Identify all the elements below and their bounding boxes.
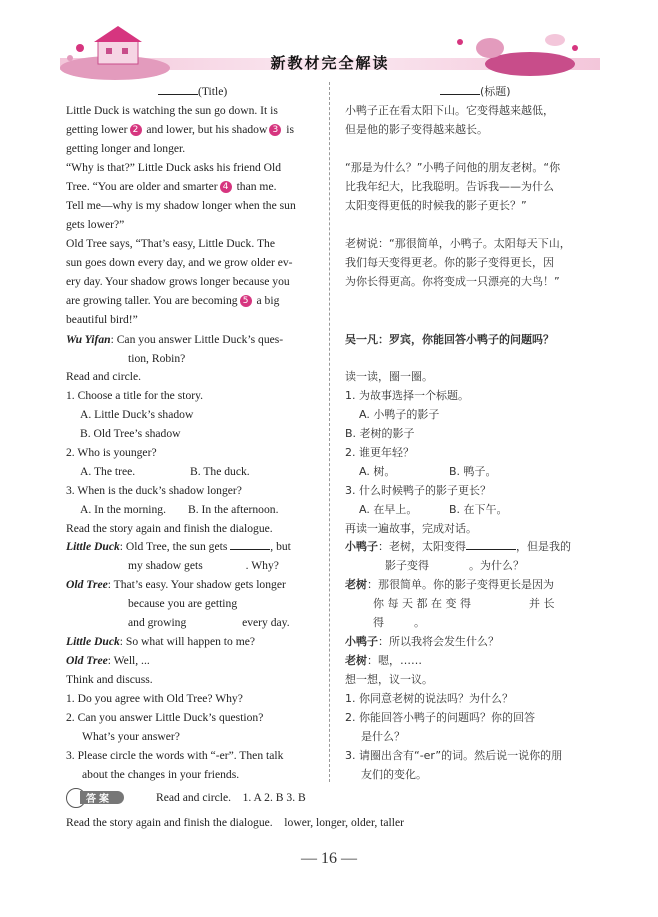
cn-paragraph-3: [345, 234, 571, 291]
cn-wu-yifan: [345, 330, 554, 349]
option-2b[interactable]: B. The duck.: [190, 465, 250, 478]
text-line: 我们每天变得更老。你的影子变得更长，因: [345, 256, 554, 269]
text-line: 比我年纪大，比我聪明。告诉我——为什么: [345, 180, 554, 193]
answer-label-1: Read and circle.: [156, 791, 231, 804]
discussion-1: 1. 你同意老树的说法吗？为什么？: [345, 692, 513, 705]
text: 得: [373, 616, 384, 629]
blank-cn-4[interactable]: [384, 615, 414, 626]
read-and-circle-section: [66, 367, 278, 538]
text: my shadow gets: [128, 559, 203, 572]
cn-dialogue: [345, 537, 571, 670]
answer-line-1: [156, 788, 306, 807]
discussion-3: 3. 请圈出含有“-er”的词。然后说一说你的朋: [345, 749, 563, 762]
section-heading: 想一想，议一议。: [345, 673, 433, 686]
blank-1[interactable]: [230, 538, 270, 550]
header-title: 新教材完全解读: [270, 54, 390, 72]
discussion-1: 1. Do you agree with Old Tree? Why?: [66, 692, 243, 705]
text: ：所以我将会发生什么？: [378, 635, 499, 648]
text: : Can you answer Little Duck’s ques-: [110, 333, 284, 346]
blank-cn-2[interactable]: [429, 558, 469, 569]
section-heading: Think and discuss.: [66, 673, 153, 686]
answer-values-2: lower, longer, older, taller: [284, 816, 404, 829]
section-heading: 再读一遍故事，完成对话。: [345, 522, 477, 535]
text-line: Tell me—why is my shadow longer when the sun: [66, 199, 296, 212]
text-line: “那是为什么？”小鸭子问他的朋友老树。“你: [345, 161, 561, 174]
question-3: 3. When is the duck’s shadow longer?: [66, 484, 242, 497]
option-1b[interactable]: B. Old Tree’s shadow: [80, 427, 181, 440]
text-line: [66, 177, 296, 196]
text: are growing taller. You are becoming: [66, 294, 238, 307]
speaker-old-tree-cn: 老树: [345, 578, 367, 591]
header-banner: [60, 18, 600, 82]
option-1a[interactable]: A. 小鸭子的影子: [359, 408, 440, 421]
text-line: 为你长得更高。你将变成一只漂亮的大鸟！”: [345, 275, 560, 288]
text-line: 太阳变得更低的时候我的影子更长？”: [345, 199, 527, 212]
discussion-2b: 是什么？: [361, 730, 405, 743]
cn-paragraph-1: [345, 101, 554, 139]
text-line: getting longer and longer.: [66, 142, 186, 155]
text-line: ery day. Your shadow grows longer because you: [66, 275, 290, 288]
question-2: 2. Who is younger?: [66, 446, 157, 459]
marker-5: 5: [240, 295, 252, 307]
dialogue-left: [66, 537, 291, 670]
discussion-2: 2. 你能回答小鸭子的问题吗？你的回答: [345, 711, 535, 724]
text-line: 但是他的影子变得越来越长。: [345, 123, 488, 136]
text-line: sun goes down every day, and we grow older ev-: [66, 256, 293, 269]
cn-read-circle-section: [345, 367, 508, 538]
speaker-old-tree: Old Tree: [66, 578, 108, 591]
text: . Why?: [245, 559, 279, 572]
title-label: (标题): [480, 85, 511, 98]
discussion-2b: What’s your answer?: [82, 730, 180, 743]
marker-3: 3: [269, 124, 281, 136]
text: ：老树，太阳变得: [378, 540, 466, 553]
text: 并 长: [528, 597, 555, 610]
text: : Old Tree, the sun gets: [119, 540, 228, 553]
story-paragraph-1: [66, 101, 294, 158]
answer-line-2: [66, 813, 404, 832]
text-line: Little Duck is watching the sun go down. It is: [66, 104, 278, 117]
cn-think-section: [345, 670, 562, 784]
option-3b[interactable]: B. 在下午。: [449, 503, 508, 516]
speaker-little-duck-cn: 小鸭子: [345, 540, 378, 553]
text: and growing: [128, 616, 187, 629]
text-line: [66, 291, 293, 310]
marker-2: 2: [130, 124, 142, 136]
option-2a[interactable]: A. 树。: [359, 465, 396, 478]
text: : Well, ...: [107, 654, 150, 667]
discussion-3b: 友们的变化。: [361, 768, 427, 781]
option-1b[interactable]: B. 老树的影子: [345, 427, 415, 440]
blank-2[interactable]: [206, 558, 246, 569]
speaker-little-duck: Little Duck: [66, 540, 120, 553]
text: getting lower: [66, 123, 128, 136]
text-line: 老树说：“那很简单，小鸭子。太阳每天下山，: [345, 237, 571, 250]
right-title-line: [440, 82, 511, 101]
text: is: [286, 123, 294, 136]
text: , but: [270, 540, 291, 553]
text: than me.: [236, 180, 277, 193]
story-paragraph-3: [66, 234, 293, 329]
speaker-little-duck-cn: 小鸭子: [345, 635, 378, 648]
blank-cn-1[interactable]: [466, 538, 516, 550]
discussion-3: 3. Please circle the words with “-er”. Then talk: [66, 749, 284, 762]
question-3: 3. 什么时候鸭子的影子更长？: [345, 484, 491, 497]
marker-4: 4: [220, 181, 232, 193]
option-2b[interactable]: B. 鸭子。: [449, 465, 497, 478]
text: and lower, but his shadow: [146, 123, 268, 136]
text-line: [66, 120, 294, 139]
text-line: tion, Robin?: [128, 352, 186, 365]
section-heading: 读一读，圈一圈。: [345, 370, 433, 383]
discussion-2: 2. Can you answer Little Duck’s question?: [66, 711, 264, 724]
speaker-wu-yifan: Wu Yifan: [66, 333, 111, 346]
section-heading: Read the story again and finish the dialogue.: [66, 522, 273, 535]
text-line: 小鸭子正在看太阳下山。它变得越来越低，: [345, 104, 554, 117]
text: 。: [414, 616, 425, 629]
wu-yifan-question: [66, 330, 283, 368]
text-line: beautiful bird!”: [66, 313, 138, 326]
text-line: gets lower?”: [66, 218, 125, 231]
title-blank-cn[interactable]: [440, 83, 480, 95]
speaker-old-tree-cn: 老树: [345, 654, 367, 667]
page-number: — 16 —: [301, 850, 357, 867]
option-3b[interactable]: B. In the afternoon.: [188, 503, 279, 516]
text: every day.: [242, 616, 290, 629]
text: ，但是我的: [516, 540, 571, 553]
answer-label: 答案: [86, 794, 112, 805]
question-2: 2. 谁更年轻？: [345, 446, 414, 459]
answer-badge: [66, 788, 128, 806]
section-heading: Read and circle.: [66, 370, 141, 383]
speaker-little-duck: Little Duck: [66, 635, 120, 648]
option-1a[interactable]: A. Little Duck’s shadow: [80, 408, 194, 421]
question-1: 1. Choose a title for the story.: [66, 389, 204, 402]
question-1: 1. 为故事选择一个标题。: [345, 389, 469, 402]
text: 。为什么？: [469, 559, 524, 572]
column-divider: [329, 82, 330, 782]
text-line: Old Tree says, “That’s easy, Little Duck. The: [66, 237, 275, 250]
discussion-3b: about the changes in your friends.: [82, 768, 240, 781]
title-label: (Title): [198, 85, 228, 98]
text-line: “Why is that?” Little Duck asks his friend Old: [66, 161, 282, 174]
text: Tree. “You are older and smarter: [66, 180, 218, 193]
answer-values-1: 1. A 2. B 3. B: [242, 791, 306, 804]
option-3a[interactable]: A. In the morning.: [80, 503, 166, 516]
text-line: because you are getting: [128, 597, 238, 610]
title-blank[interactable]: [158, 83, 198, 95]
answer-label-2: Read the story again and finish the dialogue.: [66, 816, 273, 829]
text: : That’s easy. Your shadow gets longer: [107, 578, 286, 591]
story-paragraph-2: [66, 158, 296, 234]
text: a big: [256, 294, 280, 307]
option-2a[interactable]: A. The tree.: [80, 465, 136, 478]
think-section: [66, 670, 283, 784]
text: ：那很简单。你的影子变得更长是因为: [367, 578, 554, 591]
blank-4[interactable]: [189, 615, 239, 626]
speaker-old-tree: Old Tree: [66, 654, 108, 667]
text: ：嗯，……: [367, 654, 422, 667]
blank-cn-3[interactable]: [471, 596, 529, 607]
left-title-line: [158, 82, 227, 101]
text: : So what will happen to me?: [119, 635, 256, 648]
option-3a[interactable]: A. 在早上。: [359, 503, 418, 516]
text: 你 每 天 都 在 变 得: [373, 597, 471, 610]
cn-paragraph-2: [345, 158, 560, 215]
text-line: 吴一凡：罗宾，你能回答小鸭子的问题吗？: [345, 333, 554, 346]
text: 影子变得: [385, 559, 429, 572]
